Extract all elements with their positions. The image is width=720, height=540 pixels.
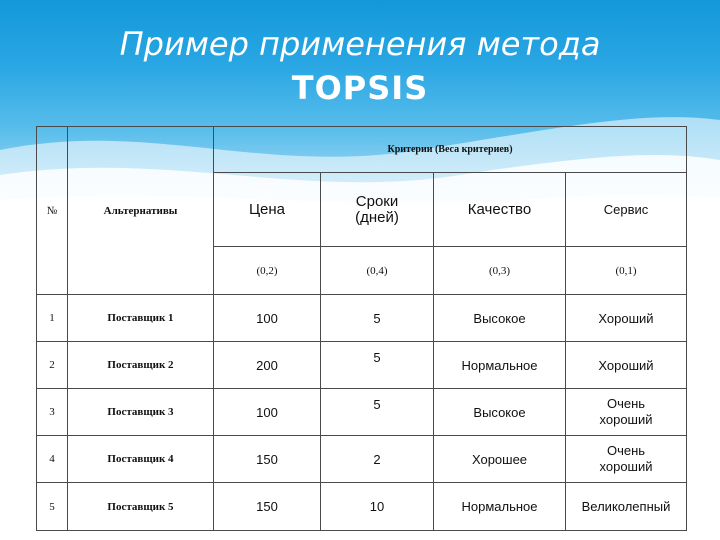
service-cell	[566, 483, 687, 531]
days-cell: 5	[321, 342, 434, 389]
price-cell: 150	[214, 483, 321, 531]
service-cell	[566, 295, 687, 342]
days-cell: 5	[321, 295, 434, 342]
table-row	[37, 389, 687, 436]
service-cell	[566, 436, 687, 483]
table-row	[37, 483, 687, 531]
quality-cell: Высокое	[434, 389, 566, 436]
service-text-1: Великолепный	[581, 499, 671, 514]
alternatives-header: Альтернативы	[68, 127, 214, 295]
days-cell: 5	[321, 389, 434, 436]
quality-cell: Высокое	[434, 295, 566, 342]
criterion-quality	[434, 173, 566, 247]
weight-service: (0,1)	[566, 247, 687, 295]
table-row	[37, 436, 687, 483]
row-number: 1	[37, 295, 68, 342]
supplier-name: Поставщик 3	[68, 389, 214, 436]
weight-days: (0,4)	[321, 247, 434, 295]
supplier-name: Поставщик 2	[68, 342, 214, 389]
row-number: 2	[37, 342, 68, 389]
criterion-days	[321, 173, 434, 247]
table-row	[37, 295, 687, 342]
service-cell	[566, 389, 687, 436]
criterion-price-label: Цена	[248, 201, 286, 218]
service-text-1: Хороший	[598, 310, 654, 326]
criterion-price	[214, 173, 321, 247]
row-number: 5	[37, 483, 68, 531]
service-text-1: Очень	[606, 443, 646, 458]
service-text-1: Хороший	[598, 357, 654, 373]
service-cell	[566, 342, 687, 389]
criterion-quality-label: Качество	[467, 201, 532, 218]
price-cell: 100	[214, 295, 321, 342]
supplier-name: Поставщик 4	[68, 436, 214, 483]
weight-price: (0,2)	[214, 247, 321, 295]
price-cell: 100	[214, 389, 321, 436]
quality-cell: Нормальное	[434, 483, 566, 531]
days-cell: 10	[321, 483, 434, 531]
topsis-table	[36, 126, 687, 531]
price-cell: 200	[214, 342, 321, 389]
weight-quality: (0,3)	[434, 247, 566, 295]
row-number: 3	[37, 389, 68, 436]
table-header-row	[37, 127, 687, 173]
quality-cell: Нормальное	[434, 342, 566, 389]
service-text-2: хороший	[599, 412, 653, 427]
service-text-2: хороший	[599, 459, 653, 474]
criterion-service-label: Сервис	[603, 202, 649, 217]
service-text-1: Очень	[606, 396, 646, 411]
title-line-2: TOPSIS	[291, 69, 429, 107]
supplier-name: Поставщик 5	[68, 483, 214, 531]
quality-cell: Хорошее	[434, 436, 566, 483]
criterion-days-label-1: Сроки	[355, 192, 399, 210]
days-cell: 2	[321, 436, 434, 483]
criterion-service	[566, 173, 687, 247]
criterion-days-label-2: (дней)	[355, 208, 399, 226]
criteria-header: Критерии (Веса критериев)	[214, 127, 687, 173]
number-header: №	[37, 127, 68, 295]
supplier-name: Поставщик 1	[68, 295, 214, 342]
title-line-1: Пример применения метода	[119, 25, 601, 63]
table-row	[37, 342, 687, 389]
price-cell: 150	[214, 436, 321, 483]
row-number: 4	[37, 436, 68, 483]
slide-title	[0, 22, 720, 110]
